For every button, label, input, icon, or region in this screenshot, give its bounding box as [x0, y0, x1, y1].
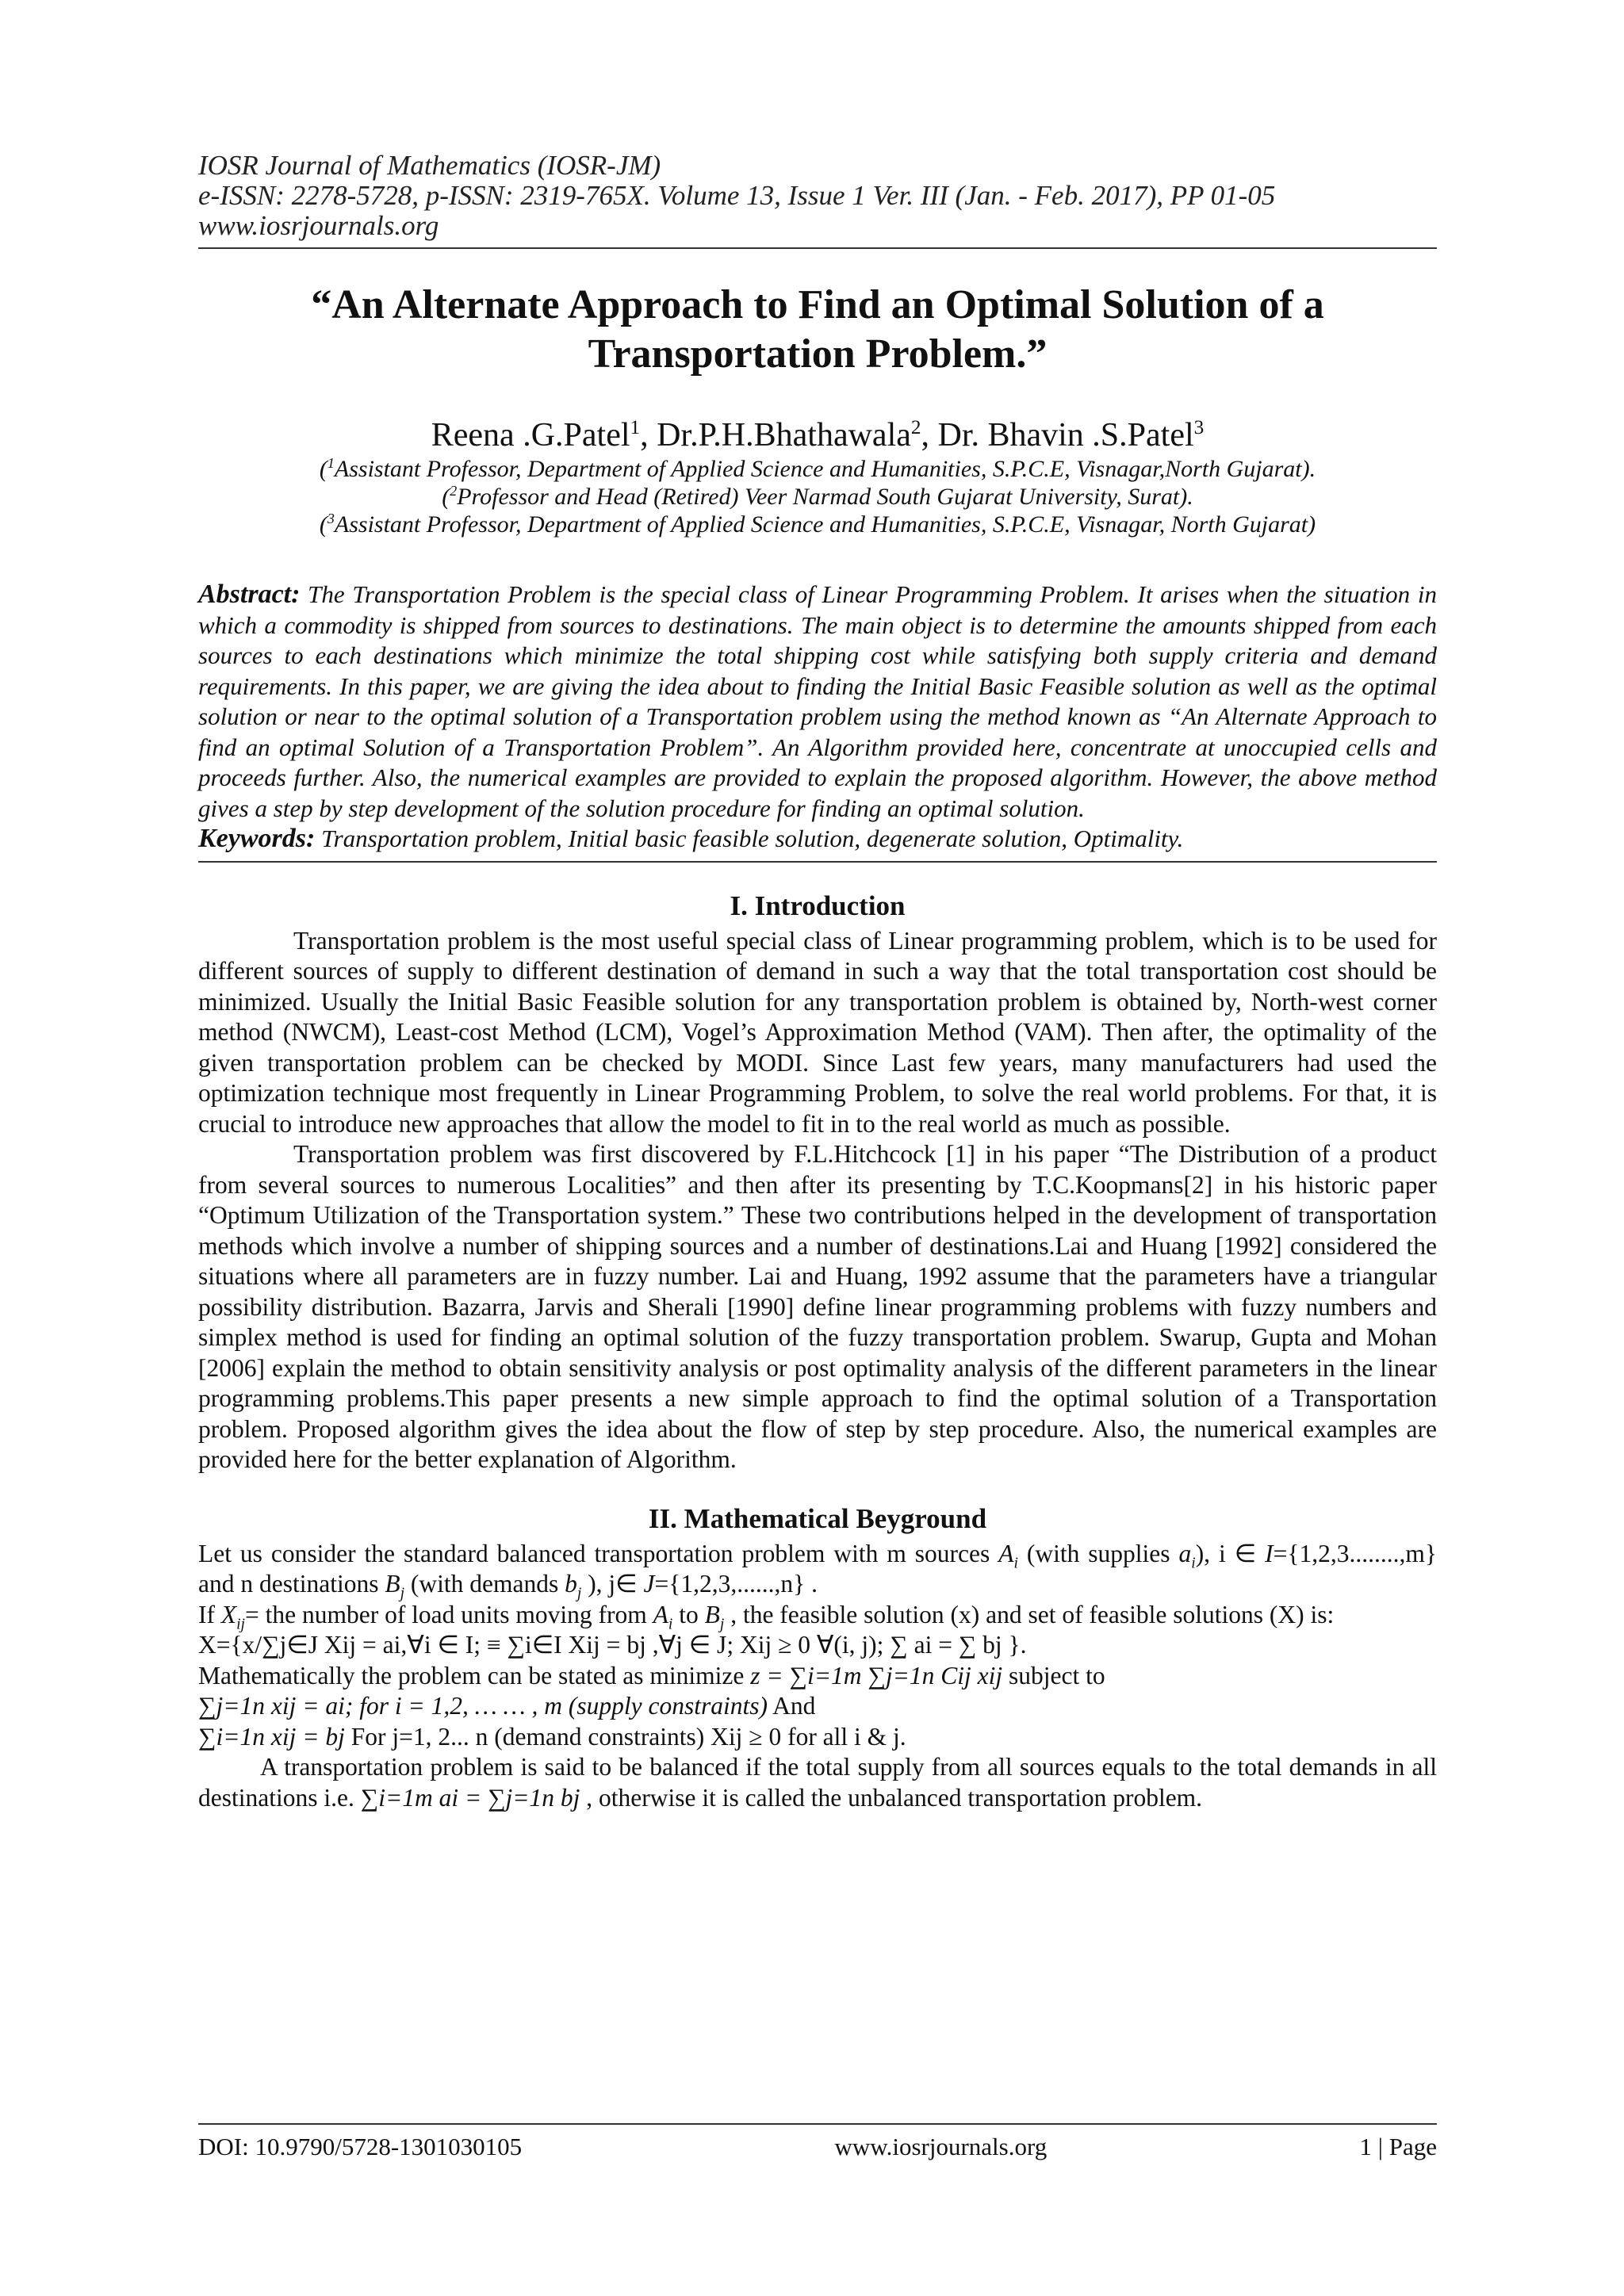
math: ∑j=1n xij = ai; for i = 1,2, … … , m (supply constraints)	[198, 1692, 768, 1720]
footer-website: www.iosrjournals.org	[834, 2133, 1048, 2160]
footer-doi: DOI: 10.9790/5728-1301030105	[198, 2133, 523, 2160]
section-body	[198, 926, 1437, 1475]
paragraph: Transportation problem was first discovered by F.L.Hitchcock [1] in his paper “The Distribution of a product from several sources to numerous Localities” and then after its presenting by T.C.Koopmans[2] in his historic paper “Optimum Utilization of the Transportation system.” These two contributions helped in the development of transportation methods which involve a number of shipping sources and a number of destinations.Lai and Huang [1992] considered the situations where all parameters are in fuzzy number. Lai and Huang, 1992 assume that the parameters have a triangular possibility distribution. Bazarra, Jarvis and Sherali [1990] define linear programming problems with fuzzy numbers and simplex method is used for finding an optimal solution of the fuzzy transportation problem. Swarup, Gupta and Mohan [2006] explain the method to obtain sensitivity analysis or post optimality analysis of the different parameters in the linear programming problems.This paper presents a new simple approach to find the optimal solution of a Transportation problem. Proposed algorithm gives the idea about the flow of step by step procedure. Also, the numerical examples are provided here for the better explanation of Algorithm.	[198, 1140, 1437, 1473]
header-rule	[198, 247, 1437, 249]
text-run: , otherwise it is called the unbalanced transportation problem.	[580, 1783, 1203, 1812]
abstract-text: The Transportation Problem is the special class of Linear Programming Problem. It arises when the situation in which a commodity is shipped from sources to destinations. The main object is to determine the amounts shipped from each sources to each destinations which minimize the total shipping cost while satisfying both supply criteria and demand requirements. In this paper, we are giving the idea about to finding the Initial Basic Feasible solution as well as the optimal solution or near to the optimal solution of a Transportation problem using the method known as “An Alternate Approach to find an optimal Solution of a Transportation Problem”. An Algorithm provided here, concentrate at unoccupied cells and proceeds further. Also, the numerical examples are provided to explain the proposed algorithm. However, the above method gives a step by step development of the solution procedure for finding an optimal solution.	[198, 580, 1437, 822]
supply-constraint	[198, 1691, 1437, 1722]
author-sup: 2	[910, 417, 921, 438]
math: $X_{ij}$	[220, 1600, 245, 1632]
footer-rule	[198, 2123, 1437, 2125]
paren: (	[442, 484, 450, 510]
text-run: ={1,2,3........,m} and n destinations	[198, 1539, 1437, 1598]
math: ∑i=1n xij = bj	[198, 1722, 345, 1751]
paragraph	[198, 1539, 1437, 1600]
text-run: ={1,2,3,......,n} .	[654, 1570, 818, 1598]
author-name: Dr. Bhavin .S.Patel	[937, 417, 1194, 453]
text-run: A transportation problem is said to be balanced if the total supply from all sources equals to the total demands in all destinations i.e.	[198, 1753, 1437, 1812]
journal-issn: e-ISSN: 2278-5728, p-ISSN: 2319-765X. Volume 13, Issue 1 Ver. III (Jan. - Feb. 2017), PP 01-05	[198, 180, 1276, 211]
author-sup: 1	[630, 417, 641, 438]
paper-page	[198, 151, 1437, 1813]
affil-sup: 1	[327, 455, 335, 471]
author-name: Dr.P.H.Bhathawala	[657, 417, 911, 453]
affil-text: Assistant Professor, Department of Applied Science and Humanities, S.P.C.E, Visnagar, North Gujarat)	[334, 511, 1316, 538]
math: $B_j$	[704, 1600, 725, 1632]
page-footer	[198, 2123, 1437, 2161]
text-run: If	[198, 1600, 221, 1628]
paragraph	[198, 1752, 1437, 1813]
text-run: Mathematically the problem can be stated as minimize	[198, 1661, 751, 1689]
affil-sup: 2	[450, 483, 458, 499]
math: $A_i$	[653, 1600, 673, 1632]
text-run: And	[767, 1692, 816, 1720]
author-sep: ,	[921, 417, 938, 453]
footer-page-number: 1 | Page	[1359, 2133, 1437, 2160]
math: $A_i$	[998, 1539, 1018, 1571]
journal-website: www.iosrjournals.org	[198, 210, 439, 241]
author-sep: ,	[640, 417, 657, 453]
paren: (	[319, 511, 327, 538]
abstract-label: Abstract:	[198, 580, 301, 609]
text-run: , the feasible solution (x) and set of feasible solutions (X) is:	[724, 1600, 1335, 1628]
text-run: (with demands	[404, 1570, 565, 1598]
paren: (	[319, 456, 327, 482]
demand-constraint	[198, 1722, 1437, 1753]
affil-sup: 3	[327, 511, 335, 526]
text-run: For j=1, 2... n (demand constraints) Xij ≥ 0 for all i & j.	[344, 1722, 906, 1751]
affiliation	[198, 483, 1437, 511]
math: $b_j$	[565, 1570, 582, 1602]
author-sup: 3	[1193, 417, 1205, 438]
abstract-rule	[198, 861, 1437, 863]
paragraph: Transportation problem is the most useful special class of Linear programming problem, which is to be used for different sources of supply to different destination of demand in such a way that the total transportation cost should be minimized. Usually the Initial Basic Feasible solution for any transportation problem is obtained by, North-west corner method (NWCM), Least-cost Method (LCM), Vogel’s Approximation Method (VAM). Then after, the optimality of the given transportation problem can be checked by MODI. Since Last few years, many manufacturers had used the optimization technique most frequently in Linear Programming Problem, to solve the real world problems. For that, it is crucial to introduce new approaches that allow the model to fit in to the real world as much as possible.	[198, 926, 1437, 1138]
author-list	[198, 415, 1437, 455]
text-run: subject to	[1002, 1661, 1105, 1689]
affiliation	[198, 455, 1437, 483]
objective-formula: z = ∑i=1m ∑j=1n Cij xij	[750, 1661, 1003, 1689]
math: $a_i$	[1178, 1539, 1196, 1571]
journal-name: IOSR Journal of Mathematics (IOSR-JM)	[198, 150, 661, 181]
section-heading: II. Mathematical Beyground	[648, 1502, 987, 1534]
title-line-2: Transportation Problem.”	[588, 331, 1048, 377]
text-run: (with supplies	[1017, 1539, 1179, 1567]
balance-formula: ∑i=1m ai = ∑j=1n bj	[360, 1783, 580, 1812]
paragraph	[198, 1661, 1437, 1692]
affiliation	[198, 511, 1437, 538]
paper-title	[198, 281, 1437, 379]
math: I	[1265, 1539, 1274, 1567]
math: J	[643, 1570, 655, 1598]
text-run: to	[672, 1600, 705, 1628]
keywords-text: Transportation problem, Initial basic feasible solution, degenerate solution, Optimality.	[321, 825, 1184, 852]
section-body	[198, 1539, 1437, 1814]
set-definition: X={x/∑j∈J Xij = ai,∀i ∈ I; ≡ ∑i∈I Xij = bj ,∀j ∈ J; Xij ≥ 0 ∀(i, j); ∑ ai = ∑ bj }.	[198, 1631, 1027, 1659]
text-run: Let us consider the standard balanced transportation problem with m sources	[198, 1539, 999, 1567]
text-run: = the number of load units moving from	[244, 1600, 653, 1628]
paragraph	[198, 1600, 1437, 1631]
title-line-1: “An Alternate Approach to Find an Optimal Solution of a	[311, 282, 1324, 327]
keywords-label: Keywords:	[198, 824, 316, 853]
affil-text: Professor and Head (Retired) Veer Narmad South Gujarat University, Surat).	[457, 484, 1193, 510]
affil-text: Assistant Professor, Department of Applied Science and Humanities, S.P.C.E, Visnagar,North Gujarat).	[334, 456, 1316, 482]
math: $B_j$	[385, 1570, 405, 1602]
affiliation-list	[198, 455, 1437, 538]
section-heading: I. Introduction	[730, 890, 906, 921]
text-run: ), i ∈	[1195, 1539, 1266, 1567]
author-name: Reena .G.Patel	[431, 417, 630, 453]
abstract	[198, 580, 1437, 855]
text-run: ), j∈	[581, 1570, 644, 1598]
